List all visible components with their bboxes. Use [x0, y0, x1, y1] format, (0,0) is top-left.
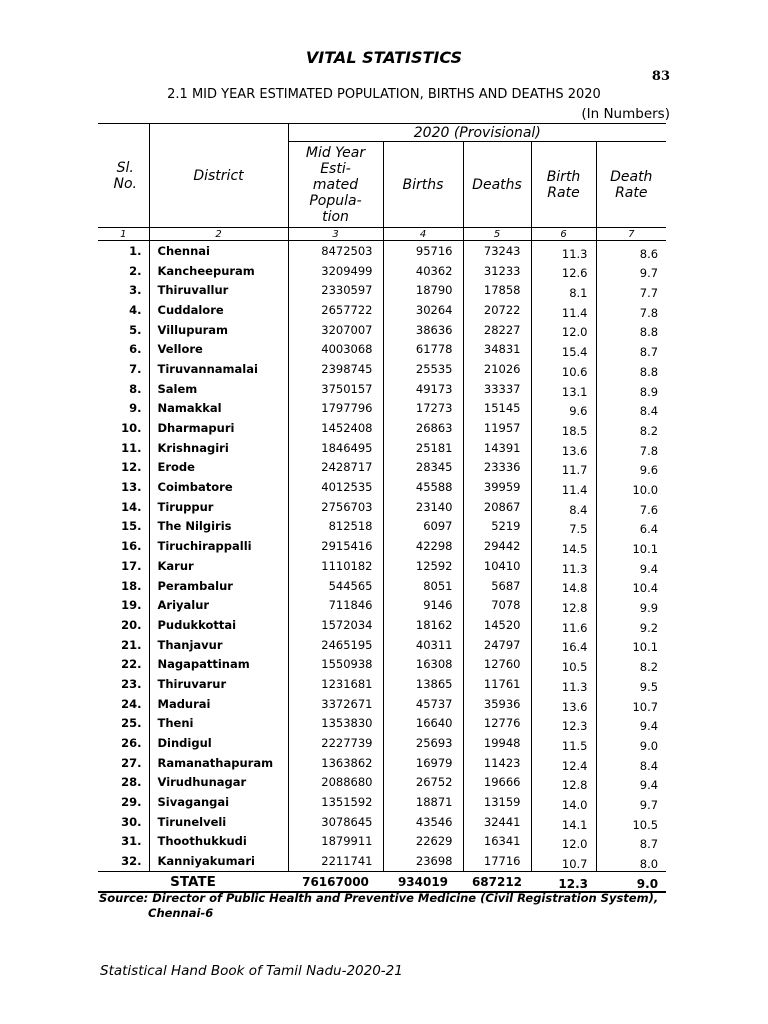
birth-rate-cell: 12.0 — [531, 832, 596, 852]
birth-rate-cell: 13.6 — [531, 438, 596, 458]
deaths-cell: 13159 — [463, 792, 531, 812]
birth-rate-cell: 14.0 — [531, 792, 596, 812]
population-cell: 1572034 — [288, 615, 383, 635]
district-cell: Salem — [149, 379, 288, 399]
table-row — [98, 615, 666, 635]
district-cell: Tiruppur — [149, 497, 288, 517]
state-total-row — [98, 872, 666, 893]
deaths-cell: 5219 — [463, 517, 531, 537]
state-label: STATE — [98, 872, 288, 893]
district-cell: Vellore — [149, 339, 288, 359]
table-row — [98, 694, 666, 714]
table-row — [98, 359, 666, 379]
births-cell: 25535 — [383, 359, 463, 379]
population-cell: 1110182 — [288, 556, 383, 576]
sl-no-cell: 23. — [121, 676, 142, 691]
table-row — [98, 339, 666, 359]
deaths-cell: 32441 — [463, 812, 531, 832]
deaths-cell: 19948 — [463, 733, 531, 753]
births-cell: 13865 — [383, 674, 463, 694]
births-cell: 16979 — [383, 753, 463, 773]
deaths-cell: 10410 — [463, 556, 531, 576]
sl-no-cell: 4. — [129, 302, 142, 317]
header-population: Mid Year Esti- mated Popula- tion — [288, 142, 383, 228]
source-line-2: Chennai-6 — [148, 906, 214, 920]
district-cell: Karur — [149, 556, 288, 576]
population-cell: 2756703 — [288, 497, 383, 517]
source-line-1: Source: Director of Public Health and Preventive Medicine (Civil Registration System), — [99, 891, 659, 905]
births-cell: 95716 — [383, 241, 463, 261]
sl-no-cell: 21. — [121, 637, 142, 652]
district-cell: Kancheepuram — [149, 261, 288, 281]
death-rate-cell: 9.4 — [596, 773, 666, 793]
population-cell: 2211741 — [288, 851, 383, 871]
district-cell: Tirunelveli — [149, 812, 288, 832]
births-cell: 26752 — [383, 773, 463, 793]
birth-rate-cell: 12.6 — [531, 261, 596, 281]
population-cell: 2088680 — [288, 773, 383, 793]
births-cell: 49173 — [383, 379, 463, 399]
death-rate-cell: 7.8 — [596, 300, 666, 320]
sl-no-cell: 25. — [121, 716, 142, 731]
sl-no-cell: 24. — [121, 696, 142, 711]
table-state-total — [98, 872, 666, 893]
column-number: 4 — [383, 228, 463, 241]
population-cell: 1353830 — [288, 714, 383, 734]
header-births: Births — [383, 142, 463, 228]
table-header — [98, 124, 666, 241]
births-cell: 23140 — [383, 497, 463, 517]
birth-rate-cell: 11.3 — [531, 241, 596, 261]
deaths-cell: 5687 — [463, 576, 531, 596]
district-cell: Ramanathapuram — [149, 753, 288, 773]
district-cell: Kanniyakumari — [149, 851, 288, 871]
units-label: (In Numbers) — [581, 106, 670, 122]
population-cell: 1550938 — [288, 654, 383, 674]
table-row — [98, 674, 666, 694]
births-cell: 22629 — [383, 832, 463, 852]
birth-rate-cell: 11.3 — [531, 556, 596, 576]
state-population: 76167000 — [288, 872, 383, 893]
state-death-rate: 9.0 — [596, 872, 666, 893]
sl-no-cell: 13. — [121, 480, 142, 495]
death-rate-cell: 7.8 — [596, 438, 666, 458]
birth-rate-cell: 11.6 — [531, 615, 596, 635]
death-rate-cell: 7.7 — [596, 280, 666, 300]
death-rate-cell: 9.5 — [596, 674, 666, 694]
table-row — [98, 536, 666, 556]
sl-no-cell: 9. — [129, 401, 142, 416]
table-row — [98, 438, 666, 458]
births-cell: 17273 — [383, 399, 463, 419]
deaths-cell: 23336 — [463, 458, 531, 478]
header-death-rate: Death Rate — [596, 142, 666, 228]
population-cell: 544565 — [288, 576, 383, 596]
sl-no-cell: 6. — [129, 342, 142, 357]
table-row — [98, 753, 666, 773]
deaths-cell: 35936 — [463, 694, 531, 714]
table-row — [98, 379, 666, 399]
header-birth-rate: Birth Rate — [531, 142, 596, 228]
death-rate-cell: 8.7 — [596, 339, 666, 359]
deaths-cell: 29442 — [463, 536, 531, 556]
sl-no-cell: 11. — [121, 440, 142, 455]
district-cell: Chennai — [149, 241, 288, 261]
deaths-cell: 7078 — [463, 595, 531, 615]
sl-no-cell: 17. — [121, 558, 142, 573]
births-cell: 61778 — [383, 339, 463, 359]
population-cell: 2657722 — [288, 300, 383, 320]
column-number: 6 — [531, 228, 596, 241]
district-cell: Namakkal — [149, 399, 288, 419]
births-cell: 18790 — [383, 280, 463, 300]
table-row — [98, 497, 666, 517]
death-rate-cell: 8.8 — [596, 320, 666, 340]
births-cell: 25693 — [383, 733, 463, 753]
births-cell: 18871 — [383, 792, 463, 812]
column-number: 7 — [596, 228, 666, 241]
sl-no-cell: 26. — [121, 736, 142, 751]
sl-no-cell: 14. — [121, 499, 142, 514]
state-birth-rate: 12.3 — [531, 872, 596, 893]
population-cell: 3207007 — [288, 320, 383, 340]
table-row — [98, 654, 666, 674]
death-rate-cell: 9.7 — [596, 261, 666, 281]
deaths-cell: 14391 — [463, 438, 531, 458]
birth-rate-cell: 16.4 — [531, 635, 596, 655]
birth-rate-cell: 11.3 — [531, 674, 596, 694]
population-cell: 1879911 — [288, 832, 383, 852]
births-cell: 23698 — [383, 851, 463, 871]
district-cell: Dharmapuri — [149, 418, 288, 438]
population-cell: 2398745 — [288, 359, 383, 379]
deaths-cell: 17858 — [463, 280, 531, 300]
births-cell: 45737 — [383, 694, 463, 714]
district-cell: Virudhunagar — [149, 773, 288, 793]
population-cell: 2915416 — [288, 536, 383, 556]
death-rate-cell: 9.2 — [596, 615, 666, 635]
death-rate-cell: 10.1 — [596, 635, 666, 655]
district-cell: Ariyalur — [149, 595, 288, 615]
birth-rate-cell: 7.5 — [531, 517, 596, 537]
page-title: VITAL STATISTICS — [305, 48, 463, 67]
population-cell: 1452408 — [288, 418, 383, 438]
deaths-cell: 16341 — [463, 832, 531, 852]
population-cell: 1363862 — [288, 753, 383, 773]
deaths-cell: 11761 — [463, 674, 531, 694]
death-rate-cell: 10.4 — [596, 576, 666, 596]
population-cell: 812518 — [288, 517, 383, 537]
birth-rate-cell: 12.4 — [531, 753, 596, 773]
district-cell: Thiruvallur — [149, 280, 288, 300]
table-row — [98, 241, 666, 261]
vital-statistics-table — [98, 123, 666, 893]
deaths-cell: 24797 — [463, 635, 531, 655]
table-row — [98, 812, 666, 832]
birth-rate-cell: 18.5 — [531, 418, 596, 438]
birth-rate-cell: 11.7 — [531, 458, 596, 478]
sl-no-cell: 10. — [121, 421, 142, 436]
deaths-cell: 11423 — [463, 753, 531, 773]
deaths-cell: 34831 — [463, 339, 531, 359]
table-row — [98, 714, 666, 734]
table-row — [98, 576, 666, 596]
population-cell: 2465195 — [288, 635, 383, 655]
births-cell: 12592 — [383, 556, 463, 576]
death-rate-cell: 10.0 — [596, 477, 666, 497]
table-row — [98, 851, 666, 871]
death-rate-cell: 9.0 — [596, 733, 666, 753]
header-deaths: Deaths — [463, 142, 531, 228]
death-rate-cell: 6.4 — [596, 517, 666, 537]
birth-rate-cell: 14.1 — [531, 812, 596, 832]
district-cell: Tiruvannamalai — [149, 359, 288, 379]
death-rate-cell: 7.6 — [596, 497, 666, 517]
district-cell: The Nilgiris — [149, 517, 288, 537]
sl-no-cell: 7. — [129, 361, 142, 376]
sl-no-cell: 2. — [129, 263, 142, 278]
death-rate-cell: 9.4 — [596, 714, 666, 734]
death-rate-cell: 9.4 — [596, 556, 666, 576]
page-number: 83 — [651, 69, 670, 84]
birth-rate-cell: 15.4 — [531, 339, 596, 359]
sl-no-cell: 20. — [121, 617, 142, 632]
district-cell: Sivagangai — [149, 792, 288, 812]
deaths-cell: 20722 — [463, 300, 531, 320]
header-sl-no: Sl. No. — [98, 124, 149, 228]
district-cell: Erode — [149, 458, 288, 478]
population-cell: 3750157 — [288, 379, 383, 399]
births-cell: 16640 — [383, 714, 463, 734]
state-births: 934019 — [383, 872, 463, 893]
table-row — [98, 595, 666, 615]
table-row — [98, 399, 666, 419]
birth-rate-cell: 10.7 — [531, 851, 596, 871]
population-cell: 3078645 — [288, 812, 383, 832]
district-cell: Krishnagiri — [149, 438, 288, 458]
table-row — [98, 556, 666, 576]
birth-rate-cell: 8.4 — [531, 497, 596, 517]
sl-no-cell: 30. — [121, 814, 142, 829]
sl-no-cell: 18. — [121, 578, 142, 593]
table-row — [98, 832, 666, 852]
deaths-cell: 17716 — [463, 851, 531, 871]
deaths-cell: 12760 — [463, 654, 531, 674]
table-body — [98, 241, 666, 872]
sl-no-cell: 8. — [129, 381, 142, 396]
births-cell: 28345 — [383, 458, 463, 478]
district-cell: Villupuram — [149, 320, 288, 340]
table-row — [98, 418, 666, 438]
deaths-cell: 11957 — [463, 418, 531, 438]
district-cell: Madurai — [149, 694, 288, 714]
sl-no-cell: 12. — [121, 460, 142, 475]
deaths-cell: 12776 — [463, 714, 531, 734]
death-rate-cell: 8.7 — [596, 832, 666, 852]
district-cell: Perambalur — [149, 576, 288, 596]
birth-rate-cell: 11.4 — [531, 300, 596, 320]
birth-rate-cell: 11.4 — [531, 477, 596, 497]
sl-no-cell: 16. — [121, 539, 142, 554]
death-rate-cell: 8.2 — [596, 418, 666, 438]
district-cell: Coimbatore — [149, 477, 288, 497]
table-row — [98, 320, 666, 340]
deaths-cell: 28227 — [463, 320, 531, 340]
births-cell: 38636 — [383, 320, 463, 340]
birth-rate-cell: 8.1 — [531, 280, 596, 300]
death-rate-cell: 8.9 — [596, 379, 666, 399]
sl-no-cell: 27. — [121, 755, 142, 770]
death-rate-cell: 8.2 — [596, 654, 666, 674]
table-row — [98, 517, 666, 537]
birth-rate-cell: 13.1 — [531, 379, 596, 399]
death-rate-cell: 9.7 — [596, 792, 666, 812]
death-rate-cell: 10.7 — [596, 694, 666, 714]
district-cell: Thoothukkudi — [149, 832, 288, 852]
births-cell: 9146 — [383, 595, 463, 615]
population-cell: 2227739 — [288, 733, 383, 753]
sl-no-cell: 28. — [121, 775, 142, 790]
birth-rate-cell: 13.6 — [531, 694, 596, 714]
births-cell: 40362 — [383, 261, 463, 281]
births-cell: 42298 — [383, 536, 463, 556]
deaths-cell: 14520 — [463, 615, 531, 635]
sl-no-cell: 15. — [121, 519, 142, 534]
population-cell: 1846495 — [288, 438, 383, 458]
deaths-cell: 21026 — [463, 359, 531, 379]
state-deaths: 687212 — [463, 872, 531, 893]
birth-rate-cell: 14.8 — [531, 576, 596, 596]
sl-no-cell: 32. — [121, 854, 142, 869]
births-cell: 43546 — [383, 812, 463, 832]
population-cell: 2428717 — [288, 458, 383, 478]
death-rate-cell: 8.4 — [596, 753, 666, 773]
birth-rate-cell: 9.6 — [531, 399, 596, 419]
sl-no-cell: 29. — [121, 795, 142, 810]
birth-rate-cell: 12.3 — [531, 714, 596, 734]
table-row — [98, 773, 666, 793]
birth-rate-cell: 12.0 — [531, 320, 596, 340]
population-cell: 3372671 — [288, 694, 383, 714]
district-cell: Theni — [149, 714, 288, 734]
deaths-cell: 73243 — [463, 241, 531, 261]
column-number: 5 — [463, 228, 531, 241]
population-cell: 4003068 — [288, 339, 383, 359]
death-rate-cell: 9.9 — [596, 595, 666, 615]
birth-rate-cell: 10.5 — [531, 654, 596, 674]
death-rate-cell: 10.5 — [596, 812, 666, 832]
birth-rate-cell: 14.5 — [531, 536, 596, 556]
deaths-cell: 31233 — [463, 261, 531, 281]
sl-no-cell: 3. — [129, 283, 142, 298]
deaths-cell: 19666 — [463, 773, 531, 793]
death-rate-cell: 8.8 — [596, 359, 666, 379]
deaths-cell: 33337 — [463, 379, 531, 399]
table-row — [98, 300, 666, 320]
table-row — [98, 733, 666, 753]
deaths-cell: 15145 — [463, 399, 531, 419]
deaths-cell: 39959 — [463, 477, 531, 497]
death-rate-cell: 8.4 — [596, 399, 666, 419]
source-note — [99, 891, 659, 921]
sl-no-cell: 19. — [121, 598, 142, 613]
table-row — [98, 261, 666, 281]
column-number: 2 — [149, 228, 288, 241]
births-cell: 26863 — [383, 418, 463, 438]
population-cell: 4012535 — [288, 477, 383, 497]
district-cell: Tiruchirappalli — [149, 536, 288, 556]
births-cell: 25181 — [383, 438, 463, 458]
births-cell: 30264 — [383, 300, 463, 320]
district-cell: Thiruvarur — [149, 674, 288, 694]
births-cell: 45588 — [383, 477, 463, 497]
death-rate-cell: 8.6 — [596, 241, 666, 261]
births-cell: 18162 — [383, 615, 463, 635]
deaths-cell: 20867 — [463, 497, 531, 517]
district-cell: Dindigul — [149, 733, 288, 753]
column-number: 3 — [288, 228, 383, 241]
death-rate-cell: 8.0 — [596, 851, 666, 871]
population-cell: 711846 — [288, 595, 383, 615]
death-rate-cell: 10.1 — [596, 536, 666, 556]
births-cell: 6097 — [383, 517, 463, 537]
page-footer: Statistical Hand Book of Tamil Nadu-2020-21 — [100, 963, 403, 979]
table-title: 2.1 MID YEAR ESTIMATED POPULATION, BIRTHS AND DEATHS 2020 — [167, 87, 601, 102]
column-number: 1 — [98, 228, 149, 241]
table-row — [98, 477, 666, 497]
population-cell: 1231681 — [288, 674, 383, 694]
birth-rate-cell: 12.8 — [531, 595, 596, 615]
birth-rate-cell: 12.8 — [531, 773, 596, 793]
header-group-provisional: 2020 (Provisional) — [288, 124, 666, 142]
district-cell: Nagapattinam — [149, 654, 288, 674]
table-row — [98, 280, 666, 300]
population-cell: 3209499 — [288, 261, 383, 281]
sl-no-cell: 1. — [129, 243, 142, 258]
district-cell: Cuddalore — [149, 300, 288, 320]
sl-no-cell: 5. — [129, 322, 142, 337]
table-row — [98, 458, 666, 478]
sl-no-cell: 22. — [121, 657, 142, 672]
column-number-row — [98, 228, 666, 241]
population-cell: 8472503 — [288, 241, 383, 261]
district-cell: Thanjavur — [149, 635, 288, 655]
births-cell: 8051 — [383, 576, 463, 596]
sl-no-cell: 31. — [121, 834, 142, 849]
table-row — [98, 635, 666, 655]
birth-rate-cell: 11.5 — [531, 733, 596, 753]
population-cell: 1351592 — [288, 792, 383, 812]
population-cell: 2330597 — [288, 280, 383, 300]
header-district: District — [149, 124, 288, 228]
table-row — [98, 792, 666, 812]
population-cell: 1797796 — [288, 399, 383, 419]
births-cell: 16308 — [383, 654, 463, 674]
death-rate-cell: 9.6 — [596, 458, 666, 478]
district-cell: Pudukkottai — [149, 615, 288, 635]
birth-rate-cell: 10.6 — [531, 359, 596, 379]
births-cell: 40311 — [383, 635, 463, 655]
